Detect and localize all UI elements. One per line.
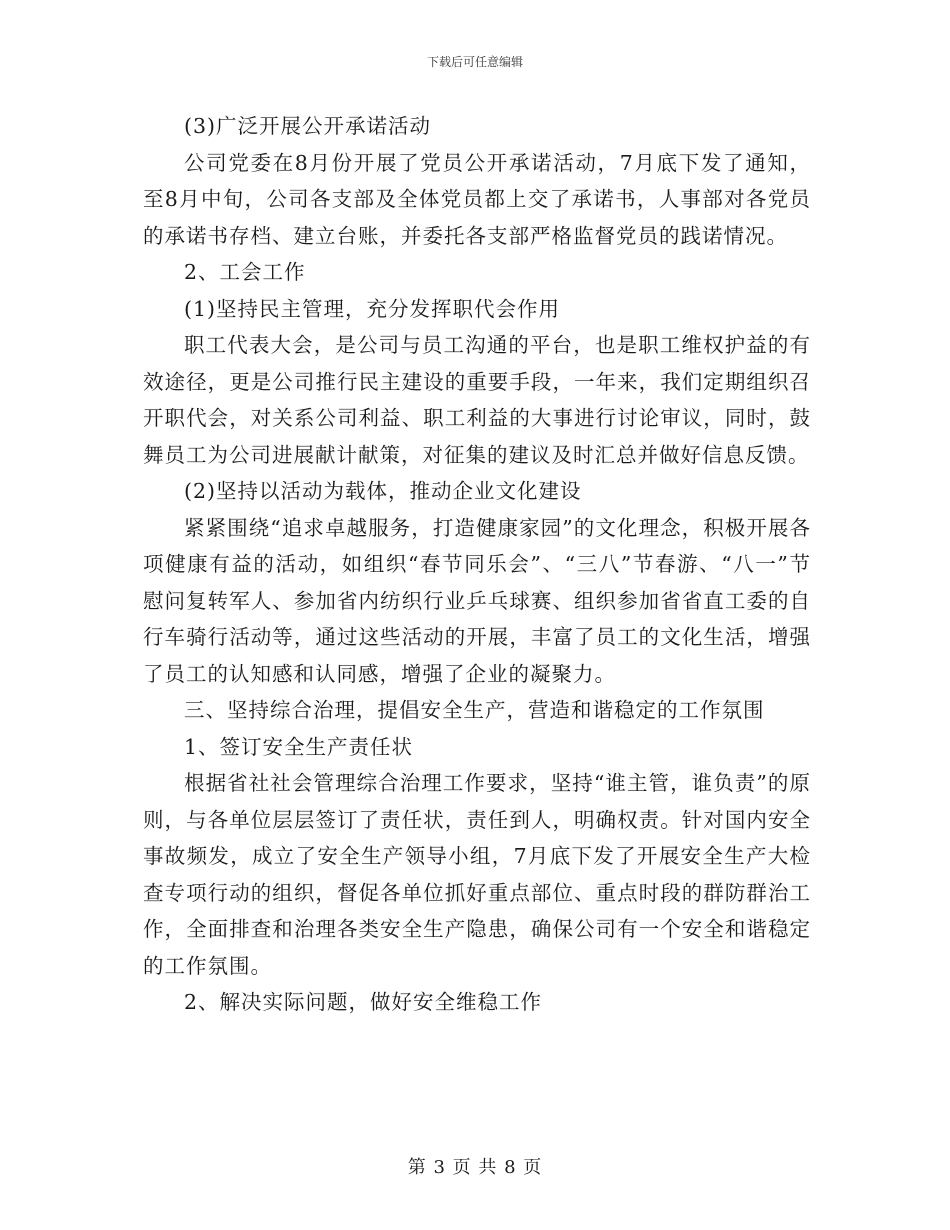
subheading-corporate-culture: (2)坚持以活动为载体，推动企业文化建设: [184, 479, 582, 503]
page-footer: 第 3 页 共 8 页: [407, 1157, 543, 1178]
paragraph-workers-congress: 职工代表大会，是公司与员工沟通的平台，也是职工维权护益的有效途径，更是公司推行民主建设的重要手段，一年来，我们定期组织召开职代会，对关系公司利益、职工利益的大事进行讨论审议，同时，鼓舞员工为公司进展献计献策，对征集的建议及时汇总并做好信息反馈。: [143, 333, 811, 467]
subheading-democratic-management: (1)坚持民主管理，充分发挥职代会作用: [184, 296, 561, 321]
subheading-public-commitment: (3)广泛开展公开承诺活动: [184, 114, 432, 138]
paragraph-commitment: 公司党委在8月份开展了党员公开承诺活动，7月底下发了通知，至8月中旬，公司各支部及全体党员都上交了承诺书，人事部对各党员的承诺书存档、建立台账，并委托各支部严格监督党员的践诺情况。: [143, 150, 811, 248]
subheading-safety-responsibility: 1、签订安全生产责任状: [184, 734, 414, 759]
page-header: 下载后可任意编辑: [426, 55, 523, 69]
heading-comprehensive-governance: 三、坚持综合治理，提倡安全生产，营造和谐稳定的工作氛围: [184, 698, 765, 722]
subheading-stability-work: 2、解决实际问题，做好安全维稳工作: [184, 990, 543, 1014]
paragraph-activities: 紧紧围绕“追求卓越服务，打造健康家园”的文化理念，积极开展各项健康有益的活动，如组织“春节同乐会”、“三八”节春游、“八一”节慰问复转军人、参加省内纺织行业乒乓球赛、组织参加省省直工委的自行车骑行活动等，通过这些活动的开展，丰富了员工的文化生活，增强了员工的认知感和认同感，增强了企业的凝聚力。: [143, 515, 811, 686]
heading-union-work: 2、工会工作: [184, 260, 306, 284]
paragraph-safety-production: 根据省社社会管理综合治理工作要求，坚持“谁主管，谁负责”的原则，与各单位层层签订了责任状，责任到人，明确权责。针对国内安全事故频发，成立了安全生产领导小组，7月底下发了开展安全生产大检查专项行动的组织，督促各单位抓好重点部位、重点时段的群防群治工作，全面排查和治理各类安全生产隐患，确保公司有一个安全和谐稳定的工作氛围。: [143, 771, 811, 978]
document-body: [143, 108, 811, 1021]
